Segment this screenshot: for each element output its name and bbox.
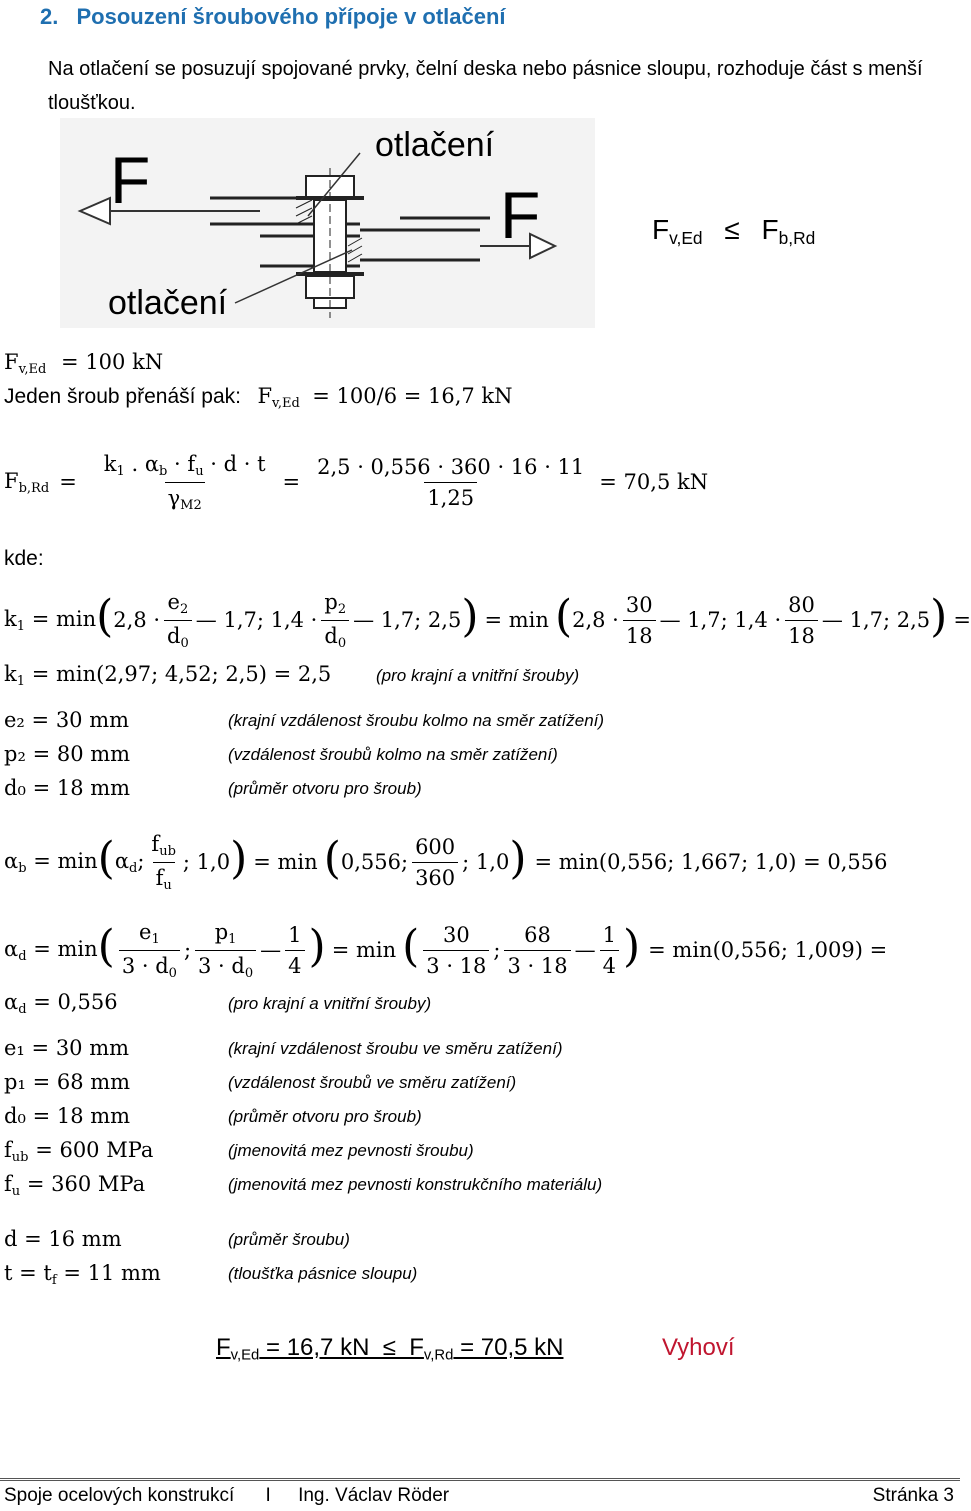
param-t: $t = t_f = 11$ mm — [4, 1261, 161, 1288]
param-e1: e₁ = 30 mm — [4, 1036, 130, 1060]
param-d0: d₀ = 18 mm — [4, 776, 131, 800]
param-p2-desc: (vzdálenost šroubů kolmo na směr zatížení) — [228, 745, 558, 764]
param-fu: $f_u = 360$ MPa — [4, 1172, 146, 1199]
right-force-label: F — [500, 178, 541, 252]
param-p2: p₂ = 80 mm — [4, 742, 131, 766]
alpha-d-result-line: $\alpha_d = 0,556$ (pro krajní a vnitřní šrouby) — [4, 990, 432, 1017]
condition-right-sub: b,Rd — [778, 228, 816, 249]
alpha-d-note: (pro krajní a vnitřní šrouby) — [228, 994, 432, 1013]
section-title: Posouzení šroubového přípoje v otlačení — [76, 4, 506, 29]
k1-formula: $k_1 = \min$ ( 2,8 · $\frac{e_2}{d_0}$ — 1,7; 1,4 · $\frac{p_2}{d_0}$ — 1,7; 2,5 ) = min ( 2,8 · $\frac{30}{18}$ — 1,7; 1,4 · $\frac{80}{18}$ — 1,7; 2,5 ) = — [4, 590, 971, 651]
k1-result-line: $k_1 = \min(2,97$; 4,52; 2,5) = 2,5 (pro krajní a vnitřní šrouby) — [4, 662, 580, 689]
alpha-b-formula: $\alpha_b = \min$ ( $\alpha_d$; $\frac{f_{ub}}{f_u}$ ; 1,0 ) = min ( 0,556; $\frac{600}{360}$ ; 1,0 ) = min(0,556; 1,667; 1,0) = 0,556 — [4, 832, 888, 893]
param-d0-desc: (průměr otvoru pro šroub) — [228, 779, 422, 798]
param-e2-desc: (krajní vzdálenost šroubu kolmo na směr zatížení) — [228, 711, 605, 730]
param-p1-desc: (vzdálenost šroubů ve směru zatížení) — [228, 1073, 517, 1092]
alpha-d-formula: $\alpha_d = \min$ ( $\frac{e_1}{3 \cdot d_0}$ ; $\frac{p_1}{3 \cdot d_0}$ — $\frac{1}{4}$ ) = min ( $\frac{30}{3 \cdot 18}$ ; $\frac{68}{3 \cdot 18}$ — $\frac{1}{4}$ ) = min(0,556; 1,009) = — [4, 920, 888, 981]
per-bolt-line: Jeden šroub přenáší pak: $F_{v,Ed} = 100/6 = 16,7$ kN — [4, 384, 513, 411]
verdict: Vyhoví — [662, 1334, 735, 1361]
bottom-bearing-label: otlačení — [108, 284, 228, 322]
top-bearing-label: otlačení — [375, 126, 495, 164]
param-d0-2: d₀ = 18 mm — [4, 1104, 131, 1128]
condition-sign: ≤ — [724, 214, 740, 245]
section-number: 2. — [40, 4, 59, 29]
fbrd-formula: $F_{b,Rd}$ = $\frac{k_1 . \alpha_b \cdot f_u \cdot d \cdot t}{\gamma_{M2}}$ = $\frac{2,5 \cdot 0,556 \cdot 360 \cdot 16 \cdot 11}{1,25}$ = 70,5 kN — [4, 452, 709, 513]
param-t-desc: (tloušťka pásnice sloupu) — [228, 1264, 418, 1283]
param-fu-desc: (jmenovitá mez pevnosti konstrukčního materiálu) — [228, 1175, 603, 1194]
footer-rule — [0, 1478, 960, 1481]
intro-paragraph: Na otlačení se posuzují spojované prvky, čelní deska nebo pásnice sloupu, rozhoduje část s menší tloušťkou. — [48, 58, 923, 114]
param-p1: p₁ = 68 mm — [4, 1070, 131, 1094]
param-e1-desc: (krajní vzdálenost šroubu ve směru zatížení) — [228, 1039, 563, 1058]
footer-page: Stránka 3 — [872, 1485, 954, 1506]
conclusion-inequality: $F_{v,Ed} = 16,7$ kN ≤ $F_{v,Rd} = 70,5$ kN — [216, 1334, 564, 1364]
kde-label: kde: — [4, 547, 44, 570]
condition-left-sub: v,Ed — [669, 228, 703, 249]
left-force-label: F — [110, 143, 151, 217]
footer-left: Spoje ocelových konstrukcí I Ing. Václav Röder — [4, 1485, 450, 1506]
k1-note: (pro krajní a vnitřní šrouby) — [376, 666, 580, 685]
design-condition: $F_{v,Ed} \le F_{b,Rd}$ — [652, 214, 816, 249]
param-d0-2-desc: (průměr otvoru pro šroub) — [228, 1107, 422, 1126]
bolt-connection-figure — [60, 118, 595, 328]
param-fub-desc: (jmenovitá mez pevnosti šroubu) — [228, 1141, 474, 1160]
param-d: d = 16 mm — [4, 1227, 122, 1251]
section-heading — [40, 4, 506, 30]
param-d-desc: (průměr šroubu) — [228, 1230, 350, 1249]
param-fub: $f_{ub} = 600$ MPa — [4, 1138, 154, 1165]
fved-total-line: $F_{v,Ed} = 100$ kN — [4, 350, 164, 377]
param-e2: e₂ = 30 mm — [4, 708, 130, 732]
